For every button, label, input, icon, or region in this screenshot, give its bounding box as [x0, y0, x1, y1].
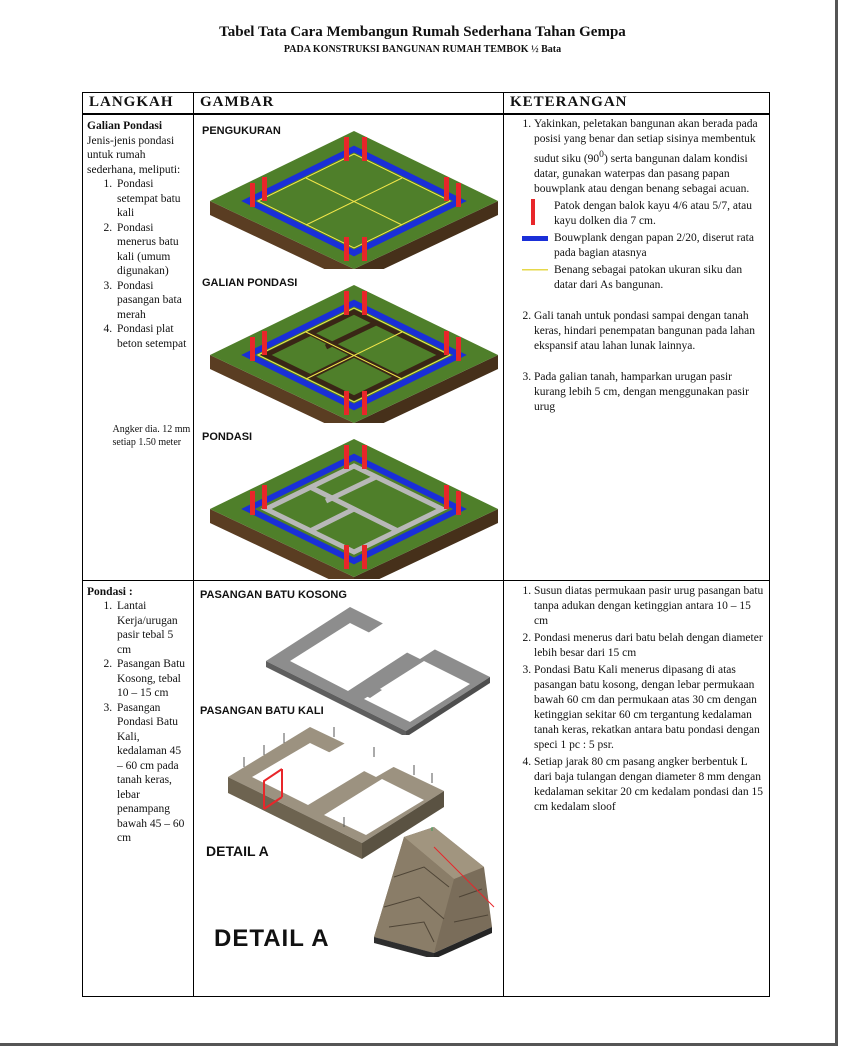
note-3: 3. Pada galian tanah, hamparkan urugan pasir kurang lebih 5 cm, dengan menggunakan pasir urug [534, 370, 765, 415]
note-1-sup: 0 [599, 149, 604, 160]
list-item: 1. Pondasi setempat batu kali [115, 177, 189, 221]
list-item: 1. Lantai Kerja/urugan pasir tebal 5 cm [115, 599, 189, 657]
label-pasangan-batu-kosong: PASANGAN BATU KOSONG [200, 588, 347, 601]
galian-pondasi-illustration [206, 275, 506, 423]
row2-langkah [83, 580, 194, 996]
header-gambar: GAMBAR [194, 93, 504, 115]
benang-swatch-icon [522, 268, 548, 272]
notes-list-1 [508, 117, 765, 415]
note-1 [534, 117, 765, 293]
step-intro: Jenis-jenis pondasi untuk rumah sederhana, meliputi: [87, 134, 181, 176]
list-item: 3. Pondasi pasangan bata merah [115, 279, 189, 323]
bouwplank-swatch-icon [522, 235, 548, 243]
list-item: 3. Pasangan Pondasi Batu Kali, kedalaman 45 – 60 cm pada tanah keras, lebar penampang bawah 45 – 60 cm [115, 701, 189, 846]
legend-bouwplank [514, 231, 765, 261]
page-subtitle: PADA KONSTRUKSI BANGUNAN RUMAH TEMBOK ½ Bata [283, 44, 562, 55]
patok-swatch-icon [522, 199, 544, 227]
list-item: 4. Pondasi plat beton setempat [115, 322, 189, 351]
step-list-2 [87, 599, 189, 846]
label-pasangan-batu-kali: PASANGAN BATU KALI [200, 704, 324, 717]
anchor-note-line-2: setiap 1.50 meter [112, 436, 182, 448]
legend-benang-text: Benang sebagai patokan ukuran siku dan datar dari As bangunan. [554, 263, 743, 291]
page-title: Tabel Tata Cara Membangun Rumah Sederhana Tahan Gempa [219, 24, 626, 40]
legend-patok-text: Patok dengan balok kayu 4/6 atau 5/7, atau kayu dolken dia 7 cm. [554, 199, 753, 227]
anchor-note-line-1: Angker dia. 12 mm [112, 423, 191, 435]
label-pondasi: PONDASI [202, 431, 253, 443]
note-2-3: 3. Pondasi Batu Kali menerus dipasang di atas pasangan batu kosong, dengan lebar permukaan bawah 60 cm dan permukaan atas 30 cm dengan ketinggian sekitar 60 cm tergantung kedalaman tanah keras, rekatkan antara batu pondasi dengan speci 1 pc : 5 psr. [534, 663, 765, 753]
legend-bouwplank-text: Bouwplank dengan papan 2/20, diserut rata pada bagian atasnya [554, 231, 754, 259]
label-detail-a-large: DETAIL A [214, 924, 330, 952]
legend-benang [514, 263, 765, 293]
note-2: 2. Gali tanah untuk pondasi sampai dengan tanah keras, hindari penempatan bangunan pada lahan ekspansif atau lahan lunak lainnya. [534, 309, 765, 354]
pengukuran-illustration [206, 121, 506, 269]
detail-a-illustration [364, 827, 504, 957]
label-detail-a-small: DETAIL A [206, 842, 269, 859]
legend-patok [514, 199, 765, 229]
step-title-galian: Galian Pondasi [87, 120, 163, 132]
row1-langkah [83, 114, 194, 580]
note-2-4: 4. Setiap jarak 80 cm pasang angker berbentuk L dari baja tulangan dengan diameter 8 mm dengan kedalaman sekitar 20 cm kedalam pondasi dan 15 cm kedalam sloof [534, 755, 765, 815]
note-2-2: 2. Pondasi menerus dari batu belah dengan diameter lebih besar dari 15 cm [534, 631, 765, 661]
list-item: 2. Pasangan Batu Kosong, tebal 10 – 15 cm [115, 657, 189, 701]
label-galian-pondasi: GALIAN PONDASI [202, 277, 298, 289]
header-keterangan: KETERANGAN [504, 93, 770, 115]
step-list-1 [87, 177, 189, 351]
note-1-text-a: Yakinkan, peletakan bangunan akan berada pada posisi yang benar dan setiap sisinya membentuk sudut siku (90 [534, 118, 758, 165]
step-title-pondasi: Pondasi : [87, 585, 133, 598]
anchor-note [113, 423, 191, 449]
pondasi-illustration [206, 429, 506, 579]
row1-keterangan [504, 114, 770, 580]
header-langkah: LANGKAH [83, 93, 194, 115]
batu-kosong-illustration [260, 595, 500, 735]
construction-table [82, 92, 770, 997]
row2-gambar [194, 580, 504, 996]
notes-list-2 [508, 584, 765, 815]
label-pengukuran: PENGUKURAN [202, 125, 281, 137]
list-item: 2. Pondasi menerus batu kali (umum digunakan) [115, 221, 189, 279]
note-2-1: 1. Susun diatas permukaan pasir urug pasangan batu tanpa adukan dengan ketinggian antara 10 – 15 cm [534, 584, 765, 629]
note-1-text-b: ) serta bangunan dalam kondisi datar, gunakan waterpas dan pasang papan bouwplank atau dengan benang sebagai acuan. [534, 152, 750, 195]
row1-gambar [194, 114, 504, 580]
